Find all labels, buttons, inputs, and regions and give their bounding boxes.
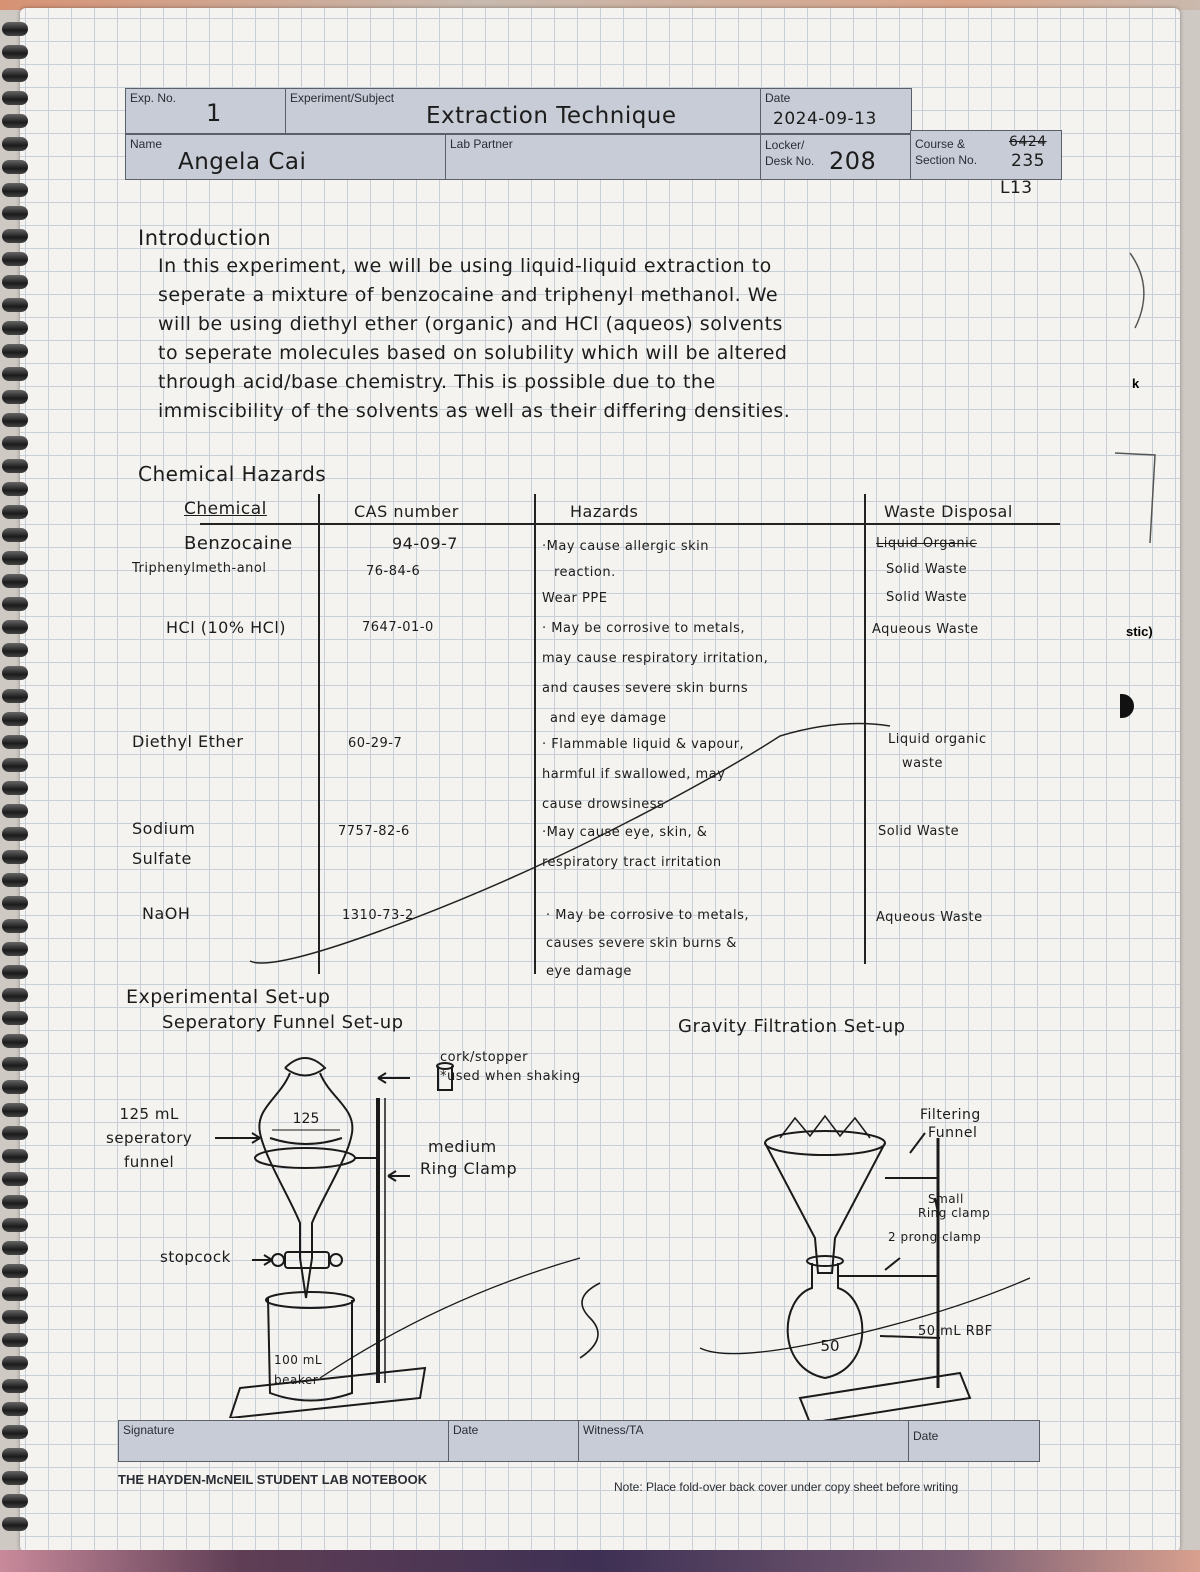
spiral-ring (0, 91, 32, 105)
spiral-ring (0, 367, 32, 381)
spiral-ring (0, 919, 32, 933)
spiral-ring (0, 551, 32, 565)
spiral-ring (0, 574, 32, 588)
signature-label: Signature (123, 1423, 175, 1437)
spiral-ring (0, 459, 32, 473)
course-label: Course & (915, 137, 966, 151)
spiral-ring (0, 413, 32, 427)
spiral-ring (0, 206, 32, 220)
hazard-line: · May be corrosive to metals, (542, 621, 746, 636)
hazard-line: ·May cause eye, skin, & (542, 825, 708, 840)
spiral-ring (0, 827, 32, 841)
spiral-ring (0, 68, 32, 82)
signature-date-cell (448, 1420, 580, 1462)
spiral-ring (0, 1011, 32, 1025)
spiral-ring (0, 965, 32, 979)
exp-no-value: 1 (206, 99, 222, 127)
name-cell (125, 134, 447, 180)
locker-label: Locker/ (765, 138, 805, 152)
section-label: Section No. (915, 153, 978, 167)
date-value: 2024-09-13 (773, 109, 877, 129)
signature-date-label: Date (453, 1423, 479, 1437)
small-ring-label (918, 1192, 990, 1220)
waste-line: Liquid organic (888, 732, 987, 747)
ring-clamp-line: medium (428, 1137, 497, 1156)
chemical-name: Diethyl Ether (132, 732, 244, 751)
spiral-ring (0, 160, 32, 174)
spiral-ring (0, 597, 32, 611)
notebook-page (20, 8, 1180, 1552)
prong-clamp-label: 2 prong clamp (888, 1230, 982, 1244)
spiral-ring (0, 1402, 32, 1416)
spiral-ring (0, 1333, 32, 1347)
hazard-line: respiratory tract irritation (542, 855, 722, 870)
margin-snippet: k (1132, 376, 1140, 391)
small-ring-line: Ring clamp (918, 1206, 991, 1220)
spiral-ring (0, 436, 32, 450)
spiral-ring (0, 1103, 32, 1117)
section2-value: L13 (1000, 178, 1033, 198)
hazard-line: may cause respiratory irritation, (542, 651, 769, 666)
ring-clamp-line: Ring Clamp (420, 1159, 518, 1178)
waste-disposal: Aqueous Waste (876, 910, 983, 925)
experiment-label: Experiment/Subject (290, 91, 395, 105)
intro-line: In this experiment, we will be using liquid-liquid extraction to (158, 255, 772, 277)
spiral-ring (0, 781, 32, 795)
course-cell (910, 130, 1062, 180)
margin-bleed-dot (1120, 694, 1134, 718)
witness-label: Witness/TA (583, 1423, 644, 1437)
squiggle-mark (560, 1278, 620, 1368)
spiral-ring (0, 666, 32, 680)
chemical-name: NaOH (142, 904, 191, 923)
section-value: 235 (1011, 151, 1045, 171)
lab-partner-cell (445, 134, 762, 180)
course-code-value: 6424 (1009, 134, 1047, 150)
exp-no-cell (125, 88, 287, 134)
introduction-title: Introduction (138, 226, 272, 250)
gravity-title: Gravity Filtration Set-up (678, 1016, 906, 1037)
exp-no-label: Exp. No. (130, 91, 177, 105)
introduction-body (138, 252, 1058, 426)
spiral-ring (0, 1126, 32, 1140)
margin-bleed-mark (1110, 443, 1170, 553)
witness-date-cell (908, 1420, 1040, 1462)
witness-date-label: Date (913, 1429, 939, 1443)
waste-struck: Liquid Organic (876, 536, 977, 551)
small-ring-line: Small (928, 1192, 964, 1206)
funnel-volume-mark: 125 (292, 1111, 320, 1127)
hazard-line: · Flammable liquid & vapour, (542, 737, 745, 752)
spiral-ring (0, 758, 32, 772)
chemical-name: HCl (10% HCl) (166, 618, 287, 637)
spiral-ring (0, 988, 32, 1002)
spiral-ring (0, 482, 32, 496)
footer-note: Note: Place fold-over back cover under copy sheet before writing (614, 1480, 959, 1494)
hazard-line: · May be corrosive to metals, (546, 908, 750, 923)
hazard-line: cause drowsiness (542, 797, 665, 812)
hazard-line: causes severe skin burns & (546, 936, 737, 951)
witness-cell (578, 1420, 910, 1462)
spiral-ring (0, 321, 32, 335)
filter-label-line: Filtering (920, 1107, 981, 1123)
filter-label-line: Funnel (928, 1125, 978, 1141)
hazard-line: eye damage (546, 964, 632, 979)
funnel-label (106, 1102, 192, 1174)
funnel-label-line: 125 mL (119, 1105, 179, 1123)
spiral-ring (0, 1241, 32, 1255)
gravity-filtration-drawing (670, 1098, 1090, 1428)
introduction-section (138, 226, 1058, 426)
waste-disposal: Solid Waste (878, 824, 960, 839)
intro-line: seperate a mixture of benzocaine and triphenyl methanol. We (158, 284, 779, 306)
stopper-line: *used when shaking (440, 1069, 581, 1084)
chemical-name: Triphenylmeth-anol (132, 561, 267, 576)
desk-value: 208 (829, 147, 877, 175)
hazard-line: and eye damage (550, 711, 667, 726)
spiral-ring (0, 1494, 32, 1508)
spiral-ring (0, 1356, 32, 1370)
spiral-ring (0, 804, 32, 818)
spiral-ring (0, 712, 32, 726)
funnel-label-line: funnel (124, 1153, 175, 1171)
spiral-ring (0, 1080, 32, 1094)
beaker-line: 100 mL (274, 1353, 323, 1367)
intro-line: will be using diethyl ether (organic) and HCl (aqueos) solvents (158, 313, 783, 335)
spiral-ring (0, 1310, 32, 1324)
spiral-ring (0, 137, 32, 151)
spiral-ring (0, 942, 32, 956)
intro-line: immiscibility of the solvents as well as their differing densities. (158, 400, 791, 422)
spiral-ring (0, 1218, 32, 1232)
header-cas: CAS number (354, 502, 459, 521)
spiral-ring (0, 390, 32, 404)
stopper-line: cork/stopper (440, 1050, 529, 1065)
spiral-ring (0, 183, 32, 197)
page-bottom-edge (0, 1550, 1200, 1572)
hazard-line: harmful if swallowed, may (542, 767, 726, 782)
date-label: Date (765, 91, 791, 105)
spiral-ring (0, 1448, 32, 1462)
name-label: Name (130, 137, 163, 151)
hazard-line: ·May cause allergic skin (542, 539, 709, 554)
chemical-name: Benzocaine (184, 533, 293, 554)
flask-volume-mark: 50 (820, 1337, 840, 1355)
filter-funnel-label (920, 1106, 981, 1142)
signature-cell (118, 1420, 450, 1462)
spiral-ring (0, 1517, 32, 1531)
beaker-line: beaker (274, 1373, 319, 1387)
stopcock-label: stopcock (160, 1248, 231, 1266)
spiral-ring (0, 735, 32, 749)
waste-line: waste (902, 756, 943, 771)
spiral-ring (0, 1149, 32, 1163)
margin-snippet: stic) (1126, 624, 1153, 639)
header-waste: Waste Disposal (884, 502, 1013, 521)
funnel-label-line: seperatory (106, 1129, 193, 1147)
spiral-ring (0, 1172, 32, 1186)
intro-line: to seperate molecules based on solubility which will be altered (158, 342, 788, 364)
desk-label: Desk No. (765, 154, 815, 168)
spiral-ring (0, 114, 32, 128)
stopper-label (440, 1048, 581, 1086)
header-chemical: Chemical (184, 499, 267, 519)
hazards-table (120, 486, 1070, 986)
sep-funnel-title: Seperatory Funnel Set-up (162, 1012, 404, 1033)
spiral-ring (0, 528, 32, 542)
hazards-title: Chemical Hazards (138, 462, 327, 486)
cas-number: 7757-82-6 (338, 824, 410, 839)
spiral-ring (0, 22, 32, 36)
cas-number: 94-09-7 (392, 534, 458, 553)
spiral-ring (0, 850, 32, 864)
cas-number: 7647-01-0 (362, 620, 434, 635)
cas-number: 76-84-6 (366, 564, 421, 579)
setup-title: Experimental Set-up (126, 986, 331, 1008)
spiral-ring (0, 1057, 32, 1071)
spiral-ring (0, 1287, 32, 1301)
spiral-ring (0, 275, 32, 289)
intro-line: through acid/base chemistry. This is possible due to the (158, 371, 716, 393)
beaker-label (274, 1350, 322, 1390)
hazard-line: and causes severe skin burns (542, 681, 749, 696)
spiral-ring (0, 252, 32, 266)
hazard-line: Wear PPE (542, 591, 608, 606)
cas-number: 1310-73-2 (342, 908, 414, 923)
chemical-name: Sodium Sulfate (132, 819, 196, 868)
waste-disposal: Aqueous Waste (872, 622, 979, 637)
spiral-ring (0, 45, 32, 59)
experiment-cell (285, 88, 762, 134)
spiral-ring (0, 344, 32, 358)
spiral-ring (0, 689, 32, 703)
spiral-ring (0, 1471, 32, 1485)
table-strike-curve (120, 486, 1070, 986)
name-value: Angela Cai (178, 149, 307, 175)
rbf-label: 50 mL RBF (918, 1324, 993, 1339)
spiral-ring (0, 620, 32, 634)
spiral-ring (0, 1264, 32, 1278)
date-cell (760, 88, 912, 134)
spiral-ring (0, 1379, 32, 1393)
spiral-ring (0, 1034, 32, 1048)
spiral-ring (0, 873, 32, 887)
desk-cell (760, 134, 912, 180)
ring-clamp-label (420, 1136, 517, 1180)
lab-partner-label: Lab Partner (450, 137, 513, 151)
spiral-ring (0, 229, 32, 243)
spiral-ring (0, 896, 32, 910)
spiral-ring (0, 643, 32, 657)
margin-bleed-mark (1110, 248, 1170, 338)
hazard-line: reaction. (554, 565, 616, 580)
experiment-value: Extraction Technique (426, 103, 677, 129)
spiral-ring (0, 1425, 32, 1439)
spiral-ring (0, 505, 32, 519)
cas-number: 60-29-7 (348, 736, 403, 751)
spiral-ring (0, 298, 32, 312)
spiral-ring (0, 1195, 32, 1209)
waste-disposal: Solid Waste (886, 562, 968, 577)
brand-text: THE HAYDEN-McNEIL STUDENT LAB NOTEBOOK (118, 1472, 428, 1487)
header-hazards: Hazards (570, 502, 639, 521)
waste-disposal: Solid Waste (886, 590, 968, 605)
